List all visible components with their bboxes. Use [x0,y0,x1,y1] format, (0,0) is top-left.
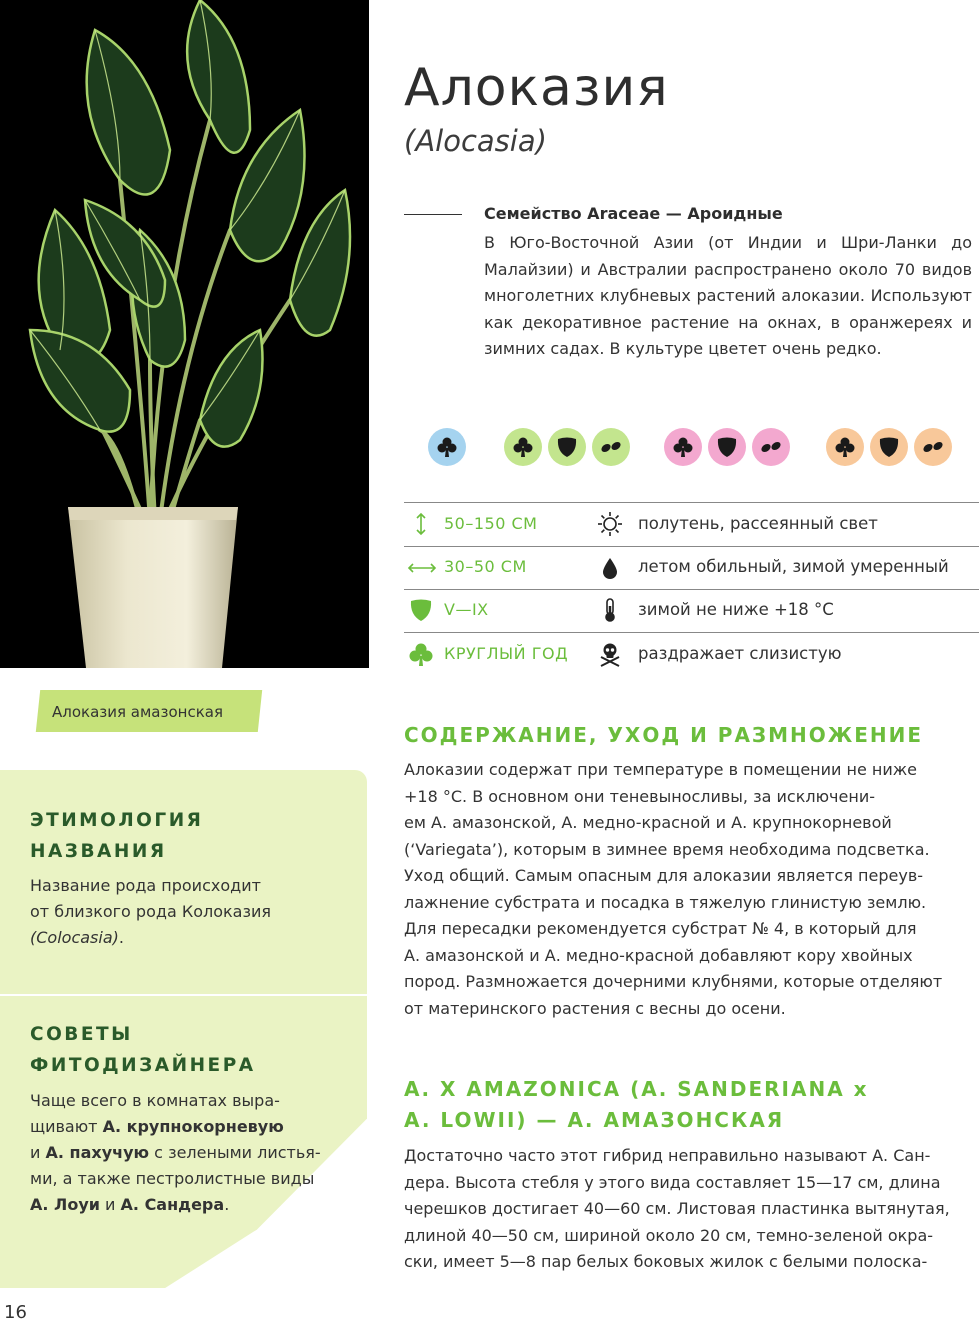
width-icon [406,555,438,581]
autumn-clover-icon [826,428,864,466]
temperature-value: зимой не ниже +18 °С [638,600,834,619]
summer-clover-icon [664,428,702,466]
leaf-shield-icon [408,597,434,623]
photo-caption: Алоказия амазонская [52,703,223,721]
spec-rule [404,546,979,547]
height-value: 50–150 СМ [444,514,538,533]
family-title: Семейство Araceae — Ароидные [484,204,783,223]
spring-seeds-icon [592,428,630,466]
toxicity-value: раздражает слизистую [638,644,842,663]
light-value: полутень, рассеянный свет [638,514,878,533]
alocasia-illustration [0,0,369,668]
sidebar-divider [0,994,367,996]
etymology-heading: ЭТИМОЛОГИЯ НАЗВАНИЯ [30,810,204,862]
page-title: Алоказия [404,58,669,118]
flowering-value: КРУГЛЫЙ ГОД [444,644,569,663]
watering-value: летом обильный, зимой умеренный [638,557,949,576]
care-heading: СОДЕРЖАНИЕ, УХОД И РАЗМНОЖЕНИЕ [404,723,924,747]
family-rule [404,214,462,215]
decorative-period-value: V—IX [444,600,489,619]
autumn-seeds-icon [914,428,952,466]
tips-heading: СОВЕТЫ ФИТОДИЗАЙНЕРА [30,1024,256,1076]
height-icon [408,511,434,537]
page-number: 16 [4,1302,27,1323]
skull-icon [597,641,623,667]
spring-clover-icon [504,428,542,466]
winter-clover-icon [428,428,466,466]
latin-name: (Alocasia) [404,124,547,158]
width-value: 30–50 СМ [444,557,527,576]
summer-leaf-icon [708,428,746,466]
family-description: В Юго-Восточной Азии (от Индии и Шри-Ланки до Малайзии) и Австралии распространено около 70 видов многолетних клубневых растений алоказии. Используют как декоративное растение на окнах, в оранжереях и зимних садах. В культуре цветет очень редко. [484,233,972,359]
clover-icon [408,641,434,667]
sun-icon [597,511,623,537]
summer-seeds-icon [752,428,790,466]
tips-text: Чаще всего в комнатах выра- щивают А. крупнокорневую и А. пахучую с зелеными листья- ми, а также пестролистные виды А. Лоуи и А. Сандера. [30,1091,321,1214]
spec-rule [404,502,979,503]
drop-icon [597,555,623,581]
care-text: Алоказии содержат при температуре в помещении не ниже +18 °С. В основном они теневыносливы, за исключени- ем А. амазонской, А. медно-красной и А. крупнокорневой (‘Variegata’), которым в зимнее время необходима подсветка. Уход общий. Самым опасным для алоказии является переув- лажнение субстрата и посадка в тяжелую глинистую землю. Для пересадки рекомендуется субстрат № 4, в который для А. амазонской и А. медно-красной добавляют кору хвойных пород. Размножается дочерними клубнями, которые отделяют от материнского растения с весны до осени. [404,760,943,1018]
spring-leaf-icon [548,428,586,466]
amazonica-heading: А. X AMAZONICA (А. SANDERIANA x A. LOWII) — А. АМАЗОНСКАЯ [404,1077,869,1132]
autumn-leaf-icon [870,428,908,466]
spec-rule [404,632,979,633]
etymology-text: Название рода происходит от близкого рода Колоказия (Colocasia). [30,876,271,947]
spec-rule [404,589,979,590]
thermometer-icon [597,597,623,623]
plant-photo [0,0,369,668]
amazonica-text: Достаточно часто этот гибрид неправильно называют А. Сан- дера. Высота стебля у этого вида составляет 15—17 см, длина черешков достигает 40—60 см. Листовая пластинка вытянутая, длиной 40—50 см, шириной около 20 см, темно-зеленой окра- ски, имеет 5—8 пар белых боковых жилок с белыми полоска- [404,1146,950,1271]
